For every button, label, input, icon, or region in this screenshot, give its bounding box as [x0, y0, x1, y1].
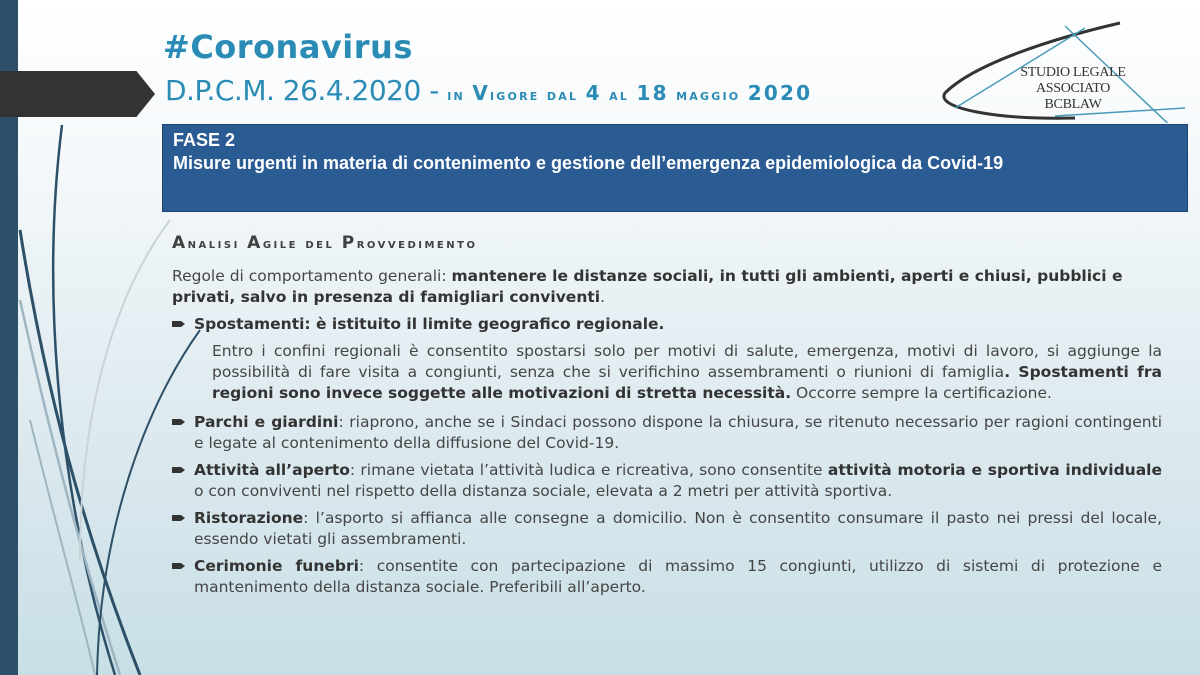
subtitle-main: D.P.C.M. 26.4.2020 -	[165, 74, 448, 107]
title-part: A	[172, 233, 188, 253]
subtitle-part: in	[447, 86, 473, 104]
bullet-cerimonie	[172, 556, 1162, 598]
title-part: P	[341, 233, 357, 253]
phase-description: Misure urgenti in materia di contenimento e gestione dell’emergenza epidemiologica da Covid-19	[173, 153, 1004, 173]
logo-text	[983, 65, 1163, 113]
bullet-parchi	[172, 412, 1162, 454]
arrow-bullet-icon	[172, 417, 186, 427]
detail-text: Occorre sempre la certificazione.	[791, 384, 1052, 402]
title-part: nalisi	[187, 236, 248, 252]
subtitle-part: 2020	[747, 81, 813, 105]
phase-label: FASE 2	[173, 130, 236, 150]
subtitle-part: igore dal	[490, 86, 586, 104]
title-part: A	[247, 233, 263, 253]
bullet-ristorazione	[172, 508, 1162, 550]
subtitle-part: V	[472, 81, 491, 105]
arrow-bullet-icon	[172, 513, 186, 523]
detail-text: Entro i confini regionali è consentito spostarsi solo per motivi di salute, emergenza, motivi di lavoro, si aggiunge la possibilità di fare visita a congiunti, senza che si verifichino assembramenti o riunioni di famiglia	[212, 342, 1162, 381]
bullet-heading: Attività all’aperto	[194, 461, 350, 479]
subtitle-part: 18	[636, 81, 669, 105]
arrow-banner-shape	[0, 71, 155, 117]
bullet-spostamenti	[172, 314, 1162, 335]
subtitle-dates	[447, 81, 813, 105]
bullet-attivita	[172, 460, 1162, 502]
bullet-text: : riaprono, anche se i Sindaci possono dispone la chiusura, se ritenuto necessario per ragioni contingenti e legate al contenimento della diffusione del Covid-19.	[194, 413, 1162, 452]
bullet-text: o con conviventi nel rispetto della distanza sociale, elevata a 2 metri per attività sportiva.	[194, 482, 893, 500]
subtitle-part: 4	[585, 81, 602, 105]
bullet-heading: Parchi e giardini	[194, 413, 339, 431]
subtitle-part: maggio	[668, 86, 748, 104]
page-title: #Coronavirus	[163, 28, 413, 66]
logo-line2: BCBLAW	[1044, 97, 1102, 112]
title-part: rovvedimento	[356, 236, 478, 252]
spostamenti-detail	[172, 341, 1162, 404]
phase-banner	[162, 124, 1188, 212]
section-title	[172, 233, 477, 253]
intro-paragraph	[172, 266, 1162, 308]
intro-bold: mantenere le distanze sociali, in tutti gli ambienti, aperti e chiusi, pubblici e privati, salvo in presenza di famigliari conviventi	[172, 267, 1123, 306]
bullet-text: : l’asporto si affianca alle consegne a domicilio. Non è consentito consumare il pasto nei pressi del locale, essendo vietati gli assembramenti.	[194, 509, 1162, 548]
bullet-text: : consentite con partecipazione di massimo 15 congiunti, utilizzo di sistemi di protezione e mantenimento della distanza sociale. Preferibili all’aperto.	[194, 557, 1162, 596]
bullet-text: : rimane vietata l’attività ludica e ricreativa, sono consentite	[349, 461, 828, 479]
arrow-bullet-icon	[172, 319, 186, 329]
title-part: gile del	[262, 236, 342, 252]
bullet-bold: attività motoria e sportiva individuale	[827, 461, 1162, 479]
page-subtitle	[165, 74, 812, 107]
logo-line1: STUDIO LEGALE ASSOCIATO	[1020, 65, 1126, 96]
arrow-bullet-icon	[172, 561, 186, 571]
bullet-heading: Ristorazione	[194, 509, 304, 527]
arrow-bullet-icon	[172, 465, 186, 475]
content-body	[172, 266, 1162, 604]
intro-text: Regole di comportamento generali:	[172, 267, 452, 285]
bullet-heading: Cerimonie funebri	[194, 557, 359, 575]
subtitle-part: al	[601, 86, 637, 104]
bullet-heading: Spostamenti: è istituito il limite geografico regionale.	[194, 315, 665, 333]
detail-bold: . Spostamenti fra regioni sono invece soggette alle motivazioni di stretta necessità.	[212, 363, 1163, 402]
intro-end: .	[600, 288, 606, 306]
